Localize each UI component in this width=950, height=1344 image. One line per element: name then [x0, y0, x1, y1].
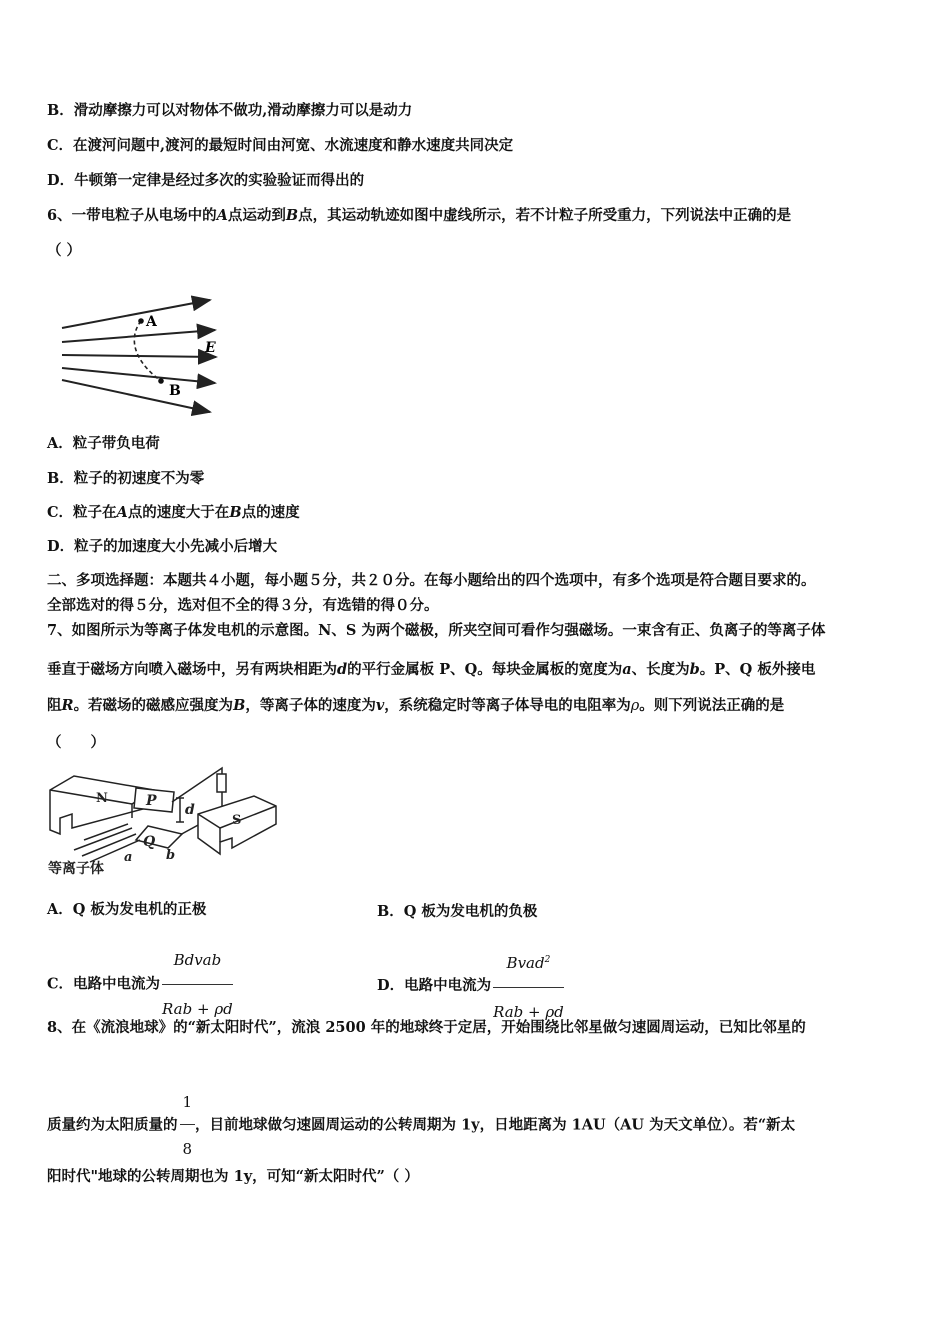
- fig7-label-plasma: 等离子体: [48, 861, 104, 877]
- q6-answer-paren: （ ）: [47, 242, 82, 259]
- q7-option-c-fraction: $\frac{\text{Bdvab}}{\text{Rab + ρd}}$: [162, 938, 233, 1031]
- fig7-label-n: N: [96, 791, 108, 806]
- q6-option-c: C．粒子在A点的速度大于在B点的速度: [47, 504, 300, 521]
- label-e: E: [205, 340, 216, 356]
- resistor: [217, 774, 226, 792]
- fig7-label-q: Q: [143, 834, 156, 850]
- label-a: A: [146, 314, 157, 330]
- field-line-5: [62, 380, 210, 412]
- section2-scoring: 全部选对的得５分，选对但不全的得３分，有选错的得０分。: [47, 597, 439, 614]
- q7-option-d: D．电路中电流为 $\frac{Bvad^2}{\text{Rab + ρd}}$: [377, 938, 564, 1034]
- q7-stem-line2: 垂直于磁场方向喷入磁场中，另有两块相距为d的平行金属板 P、Q。每块金属板的宽度为a、长度为b。P、Q 板外接电: [47, 661, 816, 678]
- field-line-1: [62, 300, 210, 328]
- fig7-label-p: P: [146, 793, 157, 809]
- q7-option-b: B．Q 板为发电机的负极: [377, 903, 538, 920]
- q7-plasma-generator-figure: [44, 762, 284, 880]
- q8-stem-line1: 8、在《流浪地球》的“新太阳时代”，流浪 2500 年的地球终于定居，开始围绕比邻星做匀速圆周运动，已知比邻星的: [47, 1019, 806, 1036]
- particle-trajectory: [134, 321, 161, 381]
- q6-electric-field-figure: [50, 290, 230, 418]
- q7-option-c: C．电路中电流为 $\frac{\text{Bdvab}}{\text{Rab + ρd}}$: [47, 938, 233, 1031]
- q5-option-d: D．牛顿第一定律是经过多次的实验验证而得出的: [47, 172, 365, 189]
- q6-option-a: A．粒子带负电荷: [47, 435, 160, 452]
- fig7-label-d: d: [185, 802, 195, 818]
- point-a: [138, 318, 144, 324]
- point-b: [158, 378, 164, 384]
- q8-fraction: $\frac{1}{8}$: [180, 1080, 196, 1171]
- field-line-2: [62, 330, 215, 342]
- q7-option-d-fraction: $\frac{Bvad^2}{\text{Rab + ρd}}$: [493, 938, 564, 1034]
- field-line-4: [62, 368, 215, 383]
- q7-answer-paren: （ ）: [47, 734, 105, 751]
- q5-option-b: B．滑动摩擦力可以对物体不做功,滑动摩擦力可以是动力: [47, 102, 413, 119]
- q7-option-a: A．Q 板为发电机的正极: [47, 901, 207, 918]
- fig7-label-a: a: [124, 850, 133, 865]
- q6-option-b: B．粒子的初速度不为零: [47, 470, 205, 487]
- fig7-label-b: b: [166, 848, 176, 863]
- q6-stem: 6、一带电粒子从电场中的A点运动到B点，其运动轨迹如图中虚线所示，若不计粒子所受重力，下列说法中正确的是: [47, 207, 792, 224]
- q8-stem-line3: 阳时代"地球的公转周期也为 1y，可知“新太阳时代”（ ）: [47, 1168, 419, 1185]
- fig7-label-s: S: [232, 813, 242, 828]
- label-b: B: [169, 383, 181, 399]
- q5-option-c: C．在渡河问题中,渡河的最短时间由河宽、水流速度和静水速度共同决定: [47, 137, 514, 154]
- q8-stem-line2: 质量约为太阳质量的 $\frac{1}{8}$ ，目前地球做匀速圆周运动的公转周期为 1y，日地距离为 1AU（AU 为天文单位）。若“新太: [47, 1080, 795, 1171]
- q7-stem-line3: 阻R。若磁场的磁感应强度为B，等离子体的速度为v，系统稳定时等离子体导电的电阻率为ρ。则下列说法正确的是: [47, 697, 785, 714]
- q7-stem-line1: 7、如图所示为等离子体发电机的示意图。N、S 为两个磁极，所夹空间可看作匀强磁场。一束含有正、负离子的等离子体: [47, 622, 826, 639]
- q6-option-d: D．粒子的加速度大小先减小后增大: [47, 538, 278, 555]
- section2-heading: 二、多项选择题：本题共４小题，每小题５分，共２０分。在每小题给出的四个选项中，有多个选项是符合题目要求的。: [47, 572, 816, 589]
